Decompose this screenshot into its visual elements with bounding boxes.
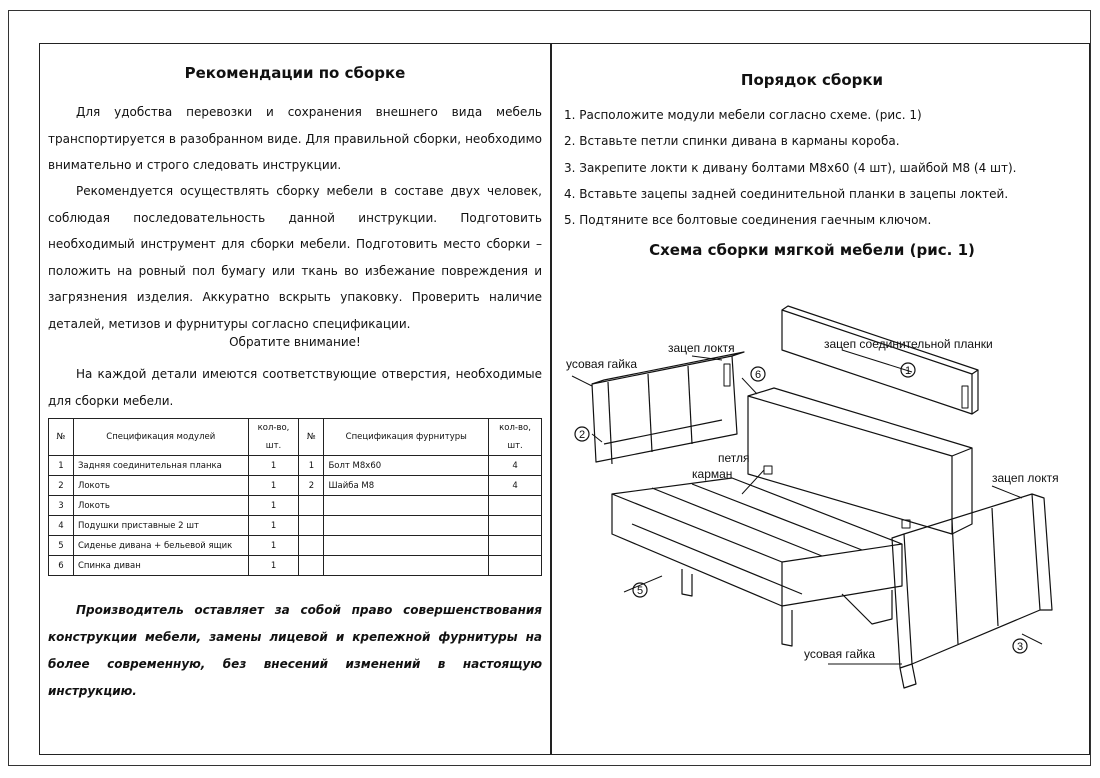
cell [299,556,324,576]
cell: Локоть [73,476,248,496]
label-hook-plank: зацеп соединительной планки [824,337,993,351]
page-inner-frame [39,43,1090,755]
cell: 3 [49,496,74,516]
header-qty-modules: кол-во, шт. [248,419,299,456]
label-hook-arm-right: зацеп локтя [992,471,1059,485]
cell: 1 [248,456,299,476]
marker-2 [575,427,589,441]
cell: 1 [248,476,299,496]
page-outer-frame [8,10,1091,766]
list-item: 4. Вставьте зацепы задней соединительной планки в зацепы локтей. [564,186,1009,201]
header-hardware: Спецификация фурнитуры [324,419,489,456]
cell [324,496,489,516]
table-row [49,496,542,516]
cell [489,556,542,576]
cell: 1 [248,516,299,536]
cell [299,516,324,536]
specification-table [48,418,542,576]
cell: Локоть [73,496,248,516]
cell: 2 [299,476,324,496]
list-item: 3. Закрепите локти к дивану болтами М8х60 (4 шт), шайбой М8 (4 шт). [564,160,1017,175]
cell: Сиденье дивана + бельевой ящик [73,536,248,556]
left-column [48,44,542,754]
marker-6 [751,367,765,381]
cell: 4 [49,516,74,536]
paragraph-transport: Для удобства перевозки и сохранения внешнего вида мебель транспортируется в разобранном виде. Для правильной сборки, необходимо внимательно и строго следовать инструкции. [48,105,542,172]
list-item: 5. Подтяните все болтовые соединения гаечным ключом. [564,213,932,228]
marker-1 [901,363,915,377]
table-row [49,456,542,476]
table-row [49,556,542,576]
svg-text:2: 2 [578,429,586,441]
header-num-hardware: № [299,419,324,456]
assembly-order-title: Порядок сборки [740,71,884,89]
cell [489,536,542,556]
table-row [49,536,542,556]
cell: Болт М8х60 [324,456,489,476]
schema-title: Схема сборки мягкой мебели (рис. 1) [649,241,975,259]
cell: 4 [489,456,542,476]
cell: 6 [49,556,74,576]
manufacturer-note: Производитель оставляет за собой право совершенствования конструкции мебели, замены лицевой и крепежной фурнитуры на более современную, без внесений изменений в настоящую инструкцию. [48,603,542,698]
svg-text:1: 1 [904,365,912,377]
cell: Задняя соединительная планка [73,456,248,476]
right-column [552,44,1090,754]
cell [324,516,489,536]
cell: 1 [248,556,299,576]
attention-note: Обратите внимание! [229,335,361,349]
cell: 1 [248,536,299,556]
cell [324,556,489,576]
paragraph-holes: На каждой детали имеются соответствующие отверстия, необходимые для сборки мебели. [48,367,542,408]
cell: Подушки приставные 2 шт [73,516,248,536]
list-item: 2. Вставьте петли спинки дивана в карманы короба. [564,134,900,149]
recommendations-title: Рекомендации по сборке [184,64,406,82]
sofa-seat [612,478,902,646]
cell: 1 [299,456,324,476]
connecting-plank [782,306,978,414]
cell: Спинка диван [73,556,248,576]
cell [299,496,324,516]
cell: 5 [49,536,74,556]
svg-text:5: 5 [636,585,644,597]
cell: 2 [49,476,74,496]
table-row [49,476,542,496]
label-nut-bottom: усовая гайка [804,647,876,661]
header-qty-hardware: кол-во, шт. [489,419,542,456]
label-pocket: карман [692,467,733,481]
marker-3 [1013,639,1027,653]
label-hook-arm-top: зацеп локтя [668,341,735,355]
cell [489,516,542,536]
sofa-backrest [748,388,972,534]
paragraph-assembly: Рекомендуется осуществлять сборку мебели в составе двух человек, соблюдая последовательность данной инструкции. Подготовить необходимый инструмент для сборки мебели. Подготовить место сборки – положить на ровный пол бумагу или ткань во избежание повреждения и загрязнения изделия. Аккуратно вскрыть упаковку. Проверить наличие деталей, метизов и фурнитуры согласно спецификации. [48,184,542,331]
svg-text:6: 6 [754,369,762,381]
label-loop: петля [718,451,750,465]
sofa-assembly-diagram [552,294,1090,754]
svg-text:3: 3 [1016,641,1024,653]
table-header-row [49,419,542,456]
cell: 1 [49,456,74,476]
marker-5 [633,583,647,597]
cell [324,536,489,556]
cell: 4 [489,476,542,496]
cell [299,536,324,556]
table-row [49,516,542,536]
header-num-modules: № [49,419,74,456]
cell: Шайба М8 [324,476,489,496]
label-nut-left: усовая гайка [566,357,638,371]
header-modules: Спецификация модулей [73,419,248,456]
cell: 1 [248,496,299,516]
list-item: 1. Расположите модули мебели согласно схеме. (рис. 1) [564,108,922,122]
assembly-steps-list [564,102,1017,233]
cell [489,496,542,516]
